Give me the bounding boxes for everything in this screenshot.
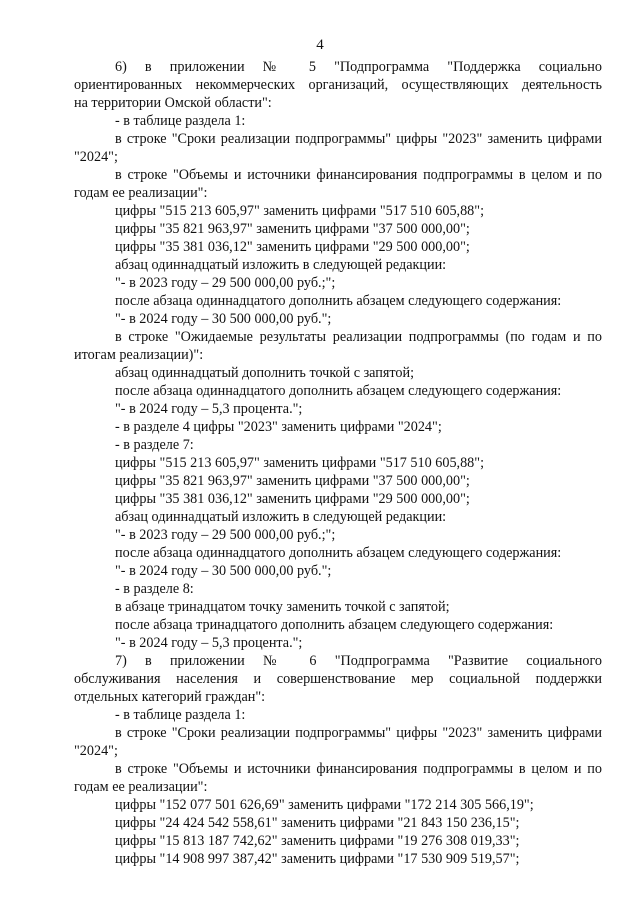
text-line: абзац одиннадцатый изложить в следующей редакции:	[115, 257, 447, 273]
text-line: - в разделе 7:	[115, 437, 194, 453]
text-line: "2024";	[74, 743, 118, 759]
text-line: "- в 2024 году – 5,3 процента.";	[115, 401, 303, 417]
text-line: после абзаца одиннадцатого дополнить абзацем следующего содержания:	[115, 545, 562, 561]
text-line: 6) в приложении № 5 "Подпрограмма "Поддержка социально	[115, 59, 602, 75]
text-line: цифры "515 213 605,97" заменить цифрами "517 510 605,88";	[115, 203, 485, 219]
text-line: в строке "Сроки реализации подпрограммы" цифры "2023" заменить цифрами	[115, 725, 602, 741]
text-line: цифры "24 424 542 558,61" заменить цифрами "21 843 150 236,15";	[115, 815, 520, 831]
text-line: в строке "Объемы и источники финансирования подпрограммы в целом и по	[115, 167, 602, 183]
document-body	[74, 58, 602, 868]
text-line: цифры "15 813 187 742,62" заменить цифрами "19 276 308 019,33";	[115, 833, 520, 849]
text-line: "- в 2023 году – 29 500 000,00 руб.;";	[115, 275, 336, 291]
text-line: абзац одиннадцатый дополнить точкой с запятой;	[115, 365, 415, 381]
text-line: цифры "515 213 605,97" заменить цифрами "517 510 605,88";	[115, 455, 485, 471]
text-line: после абзаца одиннадцатого дополнить абзацем следующего содержания:	[115, 293, 562, 309]
text-line: ориентированных некоммерческих организаций, осуществляющих деятельность	[74, 77, 602, 93]
text-line: 7) в приложении № 6 "Подпрограмма "Развитие социального	[115, 653, 602, 669]
text-line: "2024";	[74, 149, 118, 165]
text-line: итогам реализации)":	[74, 347, 204, 363]
text-line: - в таблице раздела 1:	[115, 707, 246, 723]
text-line: абзац одиннадцатый изложить в следующей редакции:	[115, 509, 447, 525]
text-line: в строке "Сроки реализации подпрограммы" цифры "2023" заменить цифрами	[115, 131, 602, 147]
text-line: годам ее реализации":	[74, 779, 208, 795]
text-line: - в разделе 8:	[115, 581, 194, 597]
text-line: отдельных категорий граждан":	[74, 689, 266, 705]
text-line: цифры "152 077 501 626,69" заменить цифрами "172 214 305 566,19";	[115, 797, 534, 813]
text-line: "- в 2024 году – 30 500 000,00 руб.";	[115, 311, 332, 327]
page-number: 4	[316, 37, 324, 53]
text-line: цифры "35 821 963,97" заменить цифрами "37 500 000,00";	[115, 221, 470, 237]
text-line: обслуживания населения и совершенствование мер социальной поддержки	[74, 671, 602, 687]
text-line: после абзаца одиннадцатого дополнить абзацем следующего содержания:	[115, 383, 562, 399]
text-line: годам ее реализации":	[74, 185, 208, 201]
text-line: на территории Омской области":	[74, 95, 272, 111]
text-line: в строке "Ожидаемые результаты реализации подпрограммы (по годам и по	[115, 329, 602, 345]
text-line: "- в 2023 году – 29 500 000,00 руб.;";	[115, 527, 336, 543]
text-line: - в разделе 4 цифры "2023" заменить цифрами "2024";	[115, 419, 442, 435]
text-line: цифры "35 381 036,12" заменить цифрами "29 500 000,00";	[115, 239, 470, 255]
text-line: цифры "35 821 963,97" заменить цифрами "37 500 000,00";	[115, 473, 470, 489]
text-line: - в таблице раздела 1:	[115, 113, 246, 129]
text-line: в абзаце тринадцатом точку заменить точкой с запятой;	[115, 599, 450, 615]
text-line: "- в 2024 году – 30 500 000,00 руб.";	[115, 563, 332, 579]
text-line: "- в 2024 году – 5,3 процента.";	[115, 635, 303, 651]
text-line: цифры "35 381 036,12" заменить цифрами "29 500 000,00";	[115, 491, 470, 507]
text-line: цифры "14 908 997 387,42" заменить цифрами "17 530 909 519,57";	[115, 851, 520, 867]
text-line: после абзаца тринадцатого дополнить абзацем следующего содержания:	[115, 617, 554, 633]
text-line: в строке "Объемы и источники финансирования подпрограммы в целом и по	[115, 761, 602, 777]
